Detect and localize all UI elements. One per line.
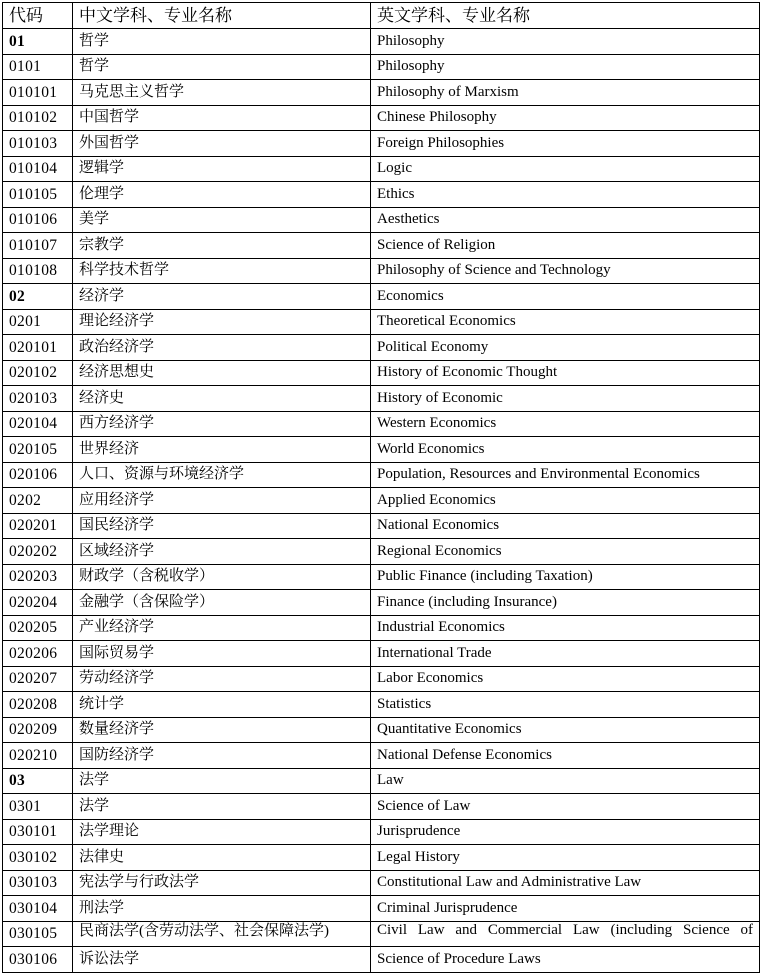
header-en-name: 英文学科、专业名称 [371,3,760,29]
table-row [3,258,760,284]
zh-name-cell: 法学理论 [73,819,371,845]
code-cell: 030105 [3,921,73,947]
table-row [3,182,760,208]
en-name-cell: Criminal Jurisprudence [371,896,760,922]
code-cell: 020205 [3,615,73,641]
table-row [3,488,760,514]
en-name-cell: History of Economic [371,386,760,412]
code-cell: 010108 [3,258,73,284]
zh-name-cell: 经济学 [73,284,371,310]
zh-name-cell: 外国哲学 [73,131,371,157]
zh-name-cell: 区域经济学 [73,539,371,565]
zh-name-cell: 诉讼法学 [73,947,371,973]
table-row [3,386,760,412]
code-cell: 020207 [3,666,73,692]
zh-name-cell: 法学 [73,768,371,794]
zh-name-cell: 逻辑学 [73,156,371,182]
table-row [3,284,760,310]
table-row [3,207,760,233]
code-cell: 020103 [3,386,73,412]
code-cell: 0101 [3,54,73,80]
zh-name-cell: 理论经济学 [73,309,371,335]
code-cell: 02 [3,284,73,310]
en-name-cell: Western Economics [371,411,760,437]
subject-table [2,2,760,973]
code-cell: 010107 [3,233,73,259]
zh-name-cell: 产业经济学 [73,615,371,641]
zh-name-cell: 国际贸易学 [73,641,371,667]
table-row [3,462,760,488]
en-name-cell: Applied Economics [371,488,760,514]
code-cell: 020202 [3,539,73,565]
en-name-cell: Science of Procedure Laws [371,947,760,973]
zh-name-cell: 国防经济学 [73,743,371,769]
table-row [3,564,760,590]
code-cell: 01 [3,29,73,55]
zh-name-cell: 哲学 [73,54,371,80]
zh-name-cell: 世界经济 [73,437,371,463]
zh-name-cell [73,921,371,947]
en-name-cell: Labor Economics [371,666,760,692]
en-name-cell: Philosophy [371,29,760,55]
en-name-cell: World Economics [371,437,760,463]
table-row [3,233,760,259]
header-zh-name: 中文学科、专业名称 [73,3,371,29]
code-cell: 010105 [3,182,73,208]
en-name-cell: Political Economy [371,335,760,361]
code-cell: 020105 [3,437,73,463]
zh-name-cell: 金融学（含保险学） [73,590,371,616]
code-cell: 030103 [3,870,73,896]
en-name-cell: Science of Law [371,794,760,820]
zh-name-cell: 数量经济学 [73,717,371,743]
table-row [3,666,760,692]
zh-name-cell: 劳动经济学 [73,666,371,692]
table-row [3,692,760,718]
en-name-cell: Science of Religion [371,233,760,259]
code-cell: 020101 [3,335,73,361]
code-cell: 030101 [3,819,73,845]
code-cell: 020201 [3,513,73,539]
code-cell: 010104 [3,156,73,182]
code-cell: 020102 [3,360,73,386]
code-cell: 010102 [3,105,73,131]
en-name-cell: Aesthetics [371,207,760,233]
table-row [3,54,760,80]
code-cell: 020204 [3,590,73,616]
en-name-cell: Constitutional Law and Administrative Law [371,870,760,896]
en-name-cell: Foreign Philosophies [371,131,760,157]
table-row [3,870,760,896]
table-row [3,845,760,871]
code-cell: 0201 [3,309,73,335]
table-row [3,539,760,565]
en-name-cell: History of Economic Thought [371,360,760,386]
zh-name-cell: 经济思想史 [73,360,371,386]
table-row [3,335,760,361]
zh-name-cell: 哲学 [73,29,371,55]
zh-name-cell: 财政学（含税收学） [73,564,371,590]
en-name-text: Civil Law and Commercial Law (including Science of [377,922,753,939]
en-name-cell: Logic [371,156,760,182]
code-cell: 020203 [3,564,73,590]
zh-name-cell: 统计学 [73,692,371,718]
zh-name-cell: 宪法学与行政法学 [73,870,371,896]
table-row [3,80,760,106]
en-name-cell: National Defense Economics [371,743,760,769]
table-row [3,360,760,386]
table-row [3,768,760,794]
en-name-cell: Legal History [371,845,760,871]
code-cell: 03 [3,768,73,794]
en-name-cell: Chinese Philosophy [371,105,760,131]
code-cell: 030102 [3,845,73,871]
table-row [3,156,760,182]
en-name-cell: Quantitative Economics [371,717,760,743]
zh-name-cell: 宗教学 [73,233,371,259]
code-cell: 020208 [3,692,73,718]
table-row [3,615,760,641]
en-name-cell: Population, Resources and Environmental Economics [371,462,760,488]
code-cell: 010103 [3,131,73,157]
zh-name-cell: 美学 [73,207,371,233]
code-cell: 0202 [3,488,73,514]
table-header-row [3,3,760,29]
table-row [3,309,760,335]
zh-name-cell: 法学 [73,794,371,820]
zh-name-cell: 法律史 [73,845,371,871]
table-row [3,29,760,55]
code-cell: 030106 [3,947,73,973]
en-name-cell: Industrial Economics [371,615,760,641]
en-name-cell: Regional Economics [371,539,760,565]
en-name-cell: Philosophy [371,54,760,80]
code-cell: 010106 [3,207,73,233]
table-row [3,437,760,463]
code-cell: 020209 [3,717,73,743]
code-cell: 010101 [3,80,73,106]
zh-name-text: 民商法学(含劳动法学、社会保障法学) [79,923,329,940]
zh-name-cell: 人口、资源与环境经济学 [73,462,371,488]
en-name-cell: Law [371,768,760,794]
table-row [3,947,760,973]
zh-name-cell: 应用经济学 [73,488,371,514]
zh-name-cell: 政治经济学 [73,335,371,361]
en-name-cell: Ethics [371,182,760,208]
header-code: 代码 [3,3,73,29]
code-cell: 0301 [3,794,73,820]
zh-name-cell: 西方经济学 [73,411,371,437]
zh-name-cell: 经济史 [73,386,371,412]
en-name-cell: Philosophy of Marxism [371,80,760,106]
table-row [3,641,760,667]
table-row [3,819,760,845]
table-row [3,105,760,131]
en-name-cell: International Trade [371,641,760,667]
table-row [3,411,760,437]
table-row [3,921,760,947]
code-cell: 020210 [3,743,73,769]
en-name-cell: Statistics [371,692,760,718]
code-cell: 030104 [3,896,73,922]
table-row [3,743,760,769]
code-cell: 020106 [3,462,73,488]
code-cell: 020206 [3,641,73,667]
code-cell: 020104 [3,411,73,437]
en-name-cell: Theoretical Economics [371,309,760,335]
en-name-cell: National Economics [371,513,760,539]
zh-name-cell: 国民经济学 [73,513,371,539]
zh-name-cell: 刑法学 [73,896,371,922]
table-row [3,513,760,539]
en-name-cell: Philosophy of Science and Technology [371,258,760,284]
table-row [3,794,760,820]
zh-name-cell: 科学技术哲学 [73,258,371,284]
en-name-cell: Public Finance (including Taxation) [371,564,760,590]
table-row [3,717,760,743]
table-row [3,131,760,157]
table-row [3,590,760,616]
zh-name-cell: 伦理学 [73,182,371,208]
en-name-cell: Economics [371,284,760,310]
en-name-cell: Finance (including Insurance) [371,590,760,616]
en-name-cell [371,921,760,947]
en-name-cell: Jurisprudence [371,819,760,845]
zh-name-cell: 中国哲学 [73,105,371,131]
zh-name-cell: 马克思主义哲学 [73,80,371,106]
table-row [3,896,760,922]
